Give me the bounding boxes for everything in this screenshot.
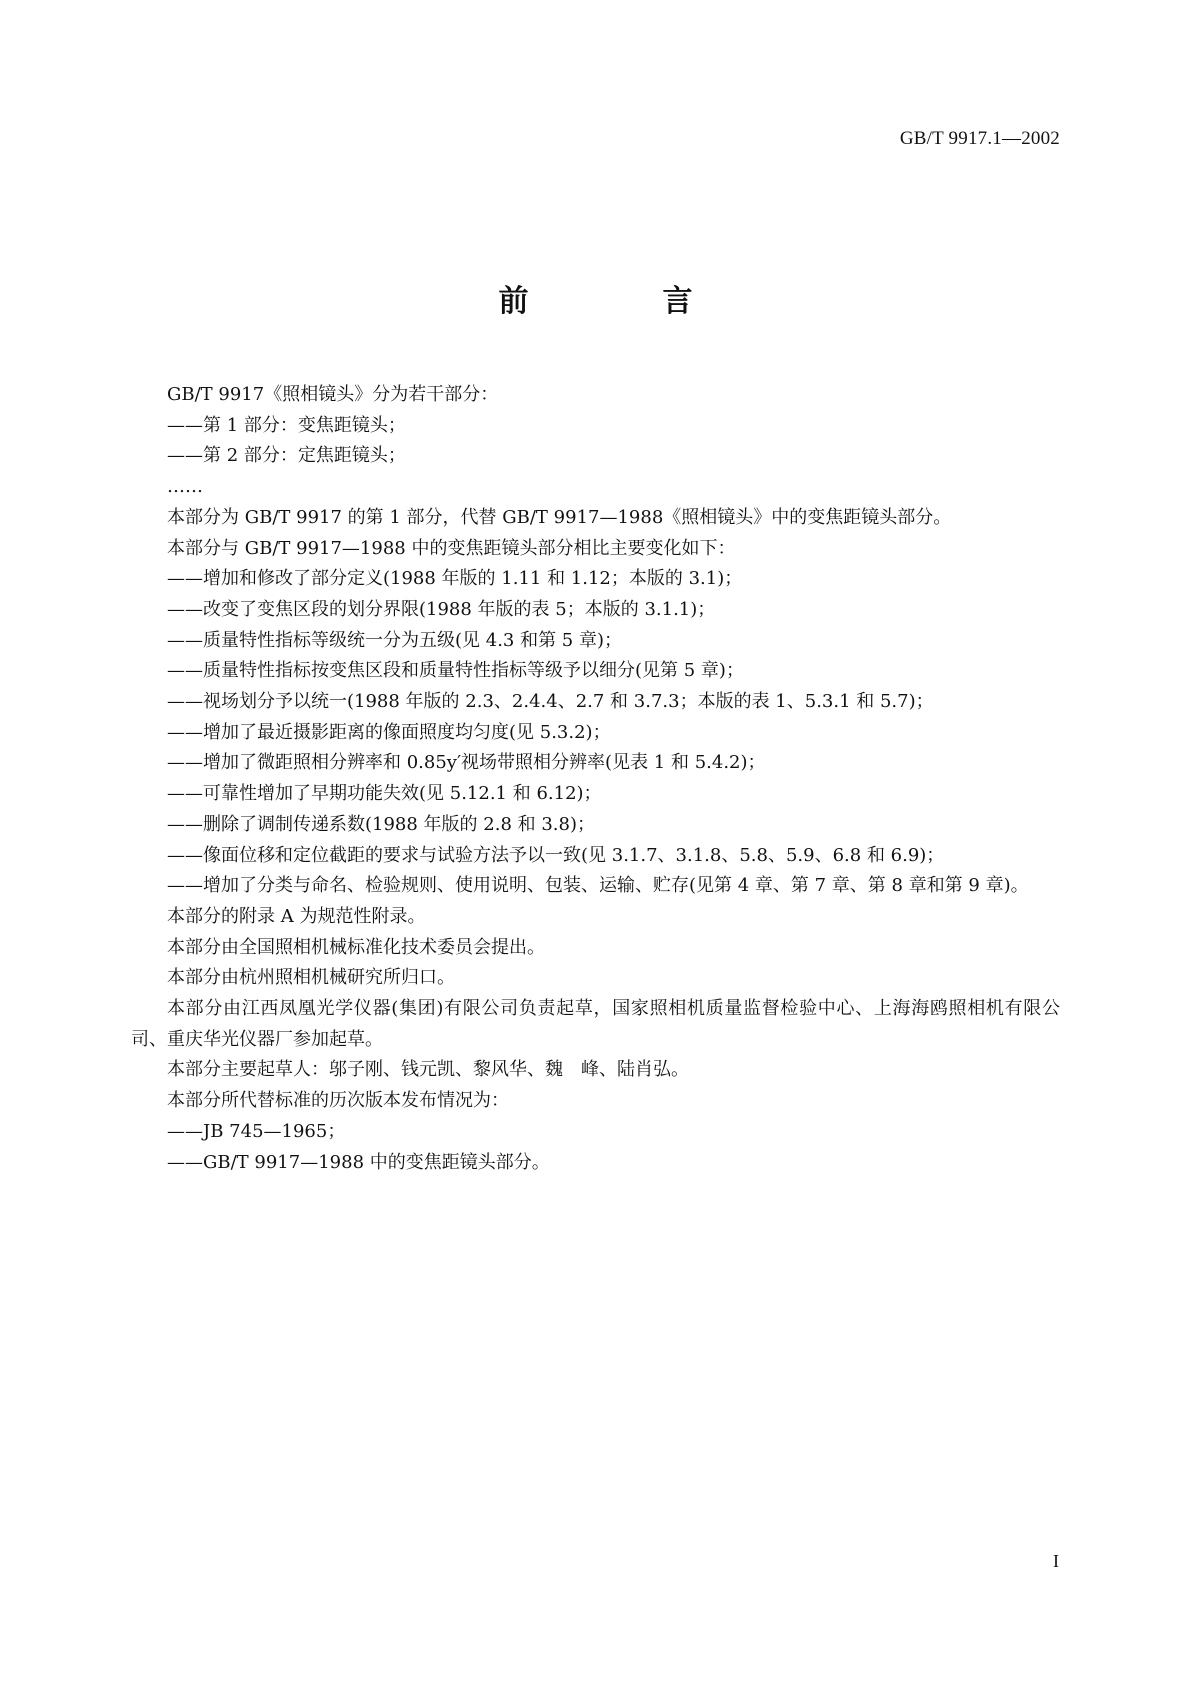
paragraph-replacement: 本部分为 GB/T 9917 的第 1 部分，代替 GB/T 9917—1988《照相镜头》中的变焦距镜头部分。 bbox=[167, 506, 952, 528]
change-item-quality-grades: ——质量特性指标等级统一分为五级(见 4.3 和第 5 章)； bbox=[167, 629, 623, 651]
change-item-quality-subdivision: ——质量特性指标按变焦区段和质量特性指标等级予以细分(见第 5 章)； bbox=[167, 660, 744, 682]
page-title: 前 言 bbox=[498, 284, 745, 319]
foreword-body bbox=[131, 380, 1060, 1178]
paragraph-annex: 本部分的附录 A 为规范性附录。 bbox=[167, 905, 426, 927]
change-item-zoom-range: ——改变了变焦区段的划分界限(1988 年版的表 5；本版的 3.1.1)； bbox=[167, 598, 716, 620]
paragraph-drafters: 本部分主要起草人：邬子刚、钱元凯、黎风华、魏 峰、陆肖弘。 bbox=[167, 1059, 689, 1081]
paragraph-proposed-by: 本部分由全国照相机械标准化技术委员会提出。 bbox=[167, 936, 545, 958]
change-item-field-division: ——视场划分予以统一(1988 年版的 2.3、2.4.4、2.7 和 3.7.3；本版的表 1、5.3.1 和 5.7)； bbox=[167, 691, 934, 713]
paragraph-history-intro: 本部分所代替标准的历次版本发布情况为： bbox=[167, 1090, 509, 1112]
history-item-gbt9917-1988: ——GB/T 9917—1988 中的变焦距镜头部分。 bbox=[167, 1151, 550, 1173]
change-item-illuminance: ——增加了最近摄影距离的像面照度均匀度(见 5.3.2)； bbox=[167, 721, 611, 743]
change-item-definitions: ——增加和修改了部分定义(1988 年版的 1.11 和 1.12；本版的 3.1)； bbox=[167, 568, 743, 590]
list-item-part-1: ——第 1 部分：变焦距镜头； bbox=[167, 414, 406, 436]
change-item-image-shift: ——像面位移和定位截距的要求与试验方法予以一致(见 3.1.7、3.1.8、5.8、5.9、6.8 和 6.9)； bbox=[167, 844, 945, 866]
list-item-part-2: ——第 2 部分：定焦距镜头； bbox=[167, 445, 406, 467]
paragraph-centralized-by: 本部分由杭州照相机械研究所归口。 bbox=[167, 967, 455, 989]
paragraph-changes-intro: 本部分与 GB/T 9917—1988 中的变焦距镜头部分相比主要变化如下： bbox=[167, 537, 736, 559]
change-item-resolution: ——增加了微距照相分辨率和 0.85y′视场带照相分辨率(见表 1 和 5.4.2)； bbox=[167, 752, 766, 774]
page-number: I bbox=[1053, 1551, 1059, 1571]
ellipsis: …… bbox=[167, 476, 203, 498]
standard-code-header: GB/T 9917.1—2002 bbox=[899, 128, 1060, 149]
paragraph-drafting-units: 本部分由江西凤凰光学仪器(集团)有限公司负责起草，国家照相机质量监督检验中心、上海海鸥照相机有限公司、重庆华光仪器厂参加起草。 bbox=[131, 998, 1060, 1050]
history-item-jb745: ——JB 745—1965； bbox=[167, 1120, 346, 1142]
paragraph-parts-intro: GB/T 9917《照相镜头》分为若干部分： bbox=[167, 384, 499, 405]
change-item-mtf-removed: ——删除了调制传递系数(1988 年版的 2.8 和 3.8)； bbox=[167, 813, 595, 835]
change-item-reliability: ——可靠性增加了早期功能失效(见 5.12.1 和 6.12)； bbox=[167, 783, 602, 805]
change-item-classification: ——增加了分类与命名、检验规则、使用说明、包装、运输、贮存(见第 4 章、第 7 章、第 8 章和第 9 章)。 bbox=[167, 875, 1029, 897]
